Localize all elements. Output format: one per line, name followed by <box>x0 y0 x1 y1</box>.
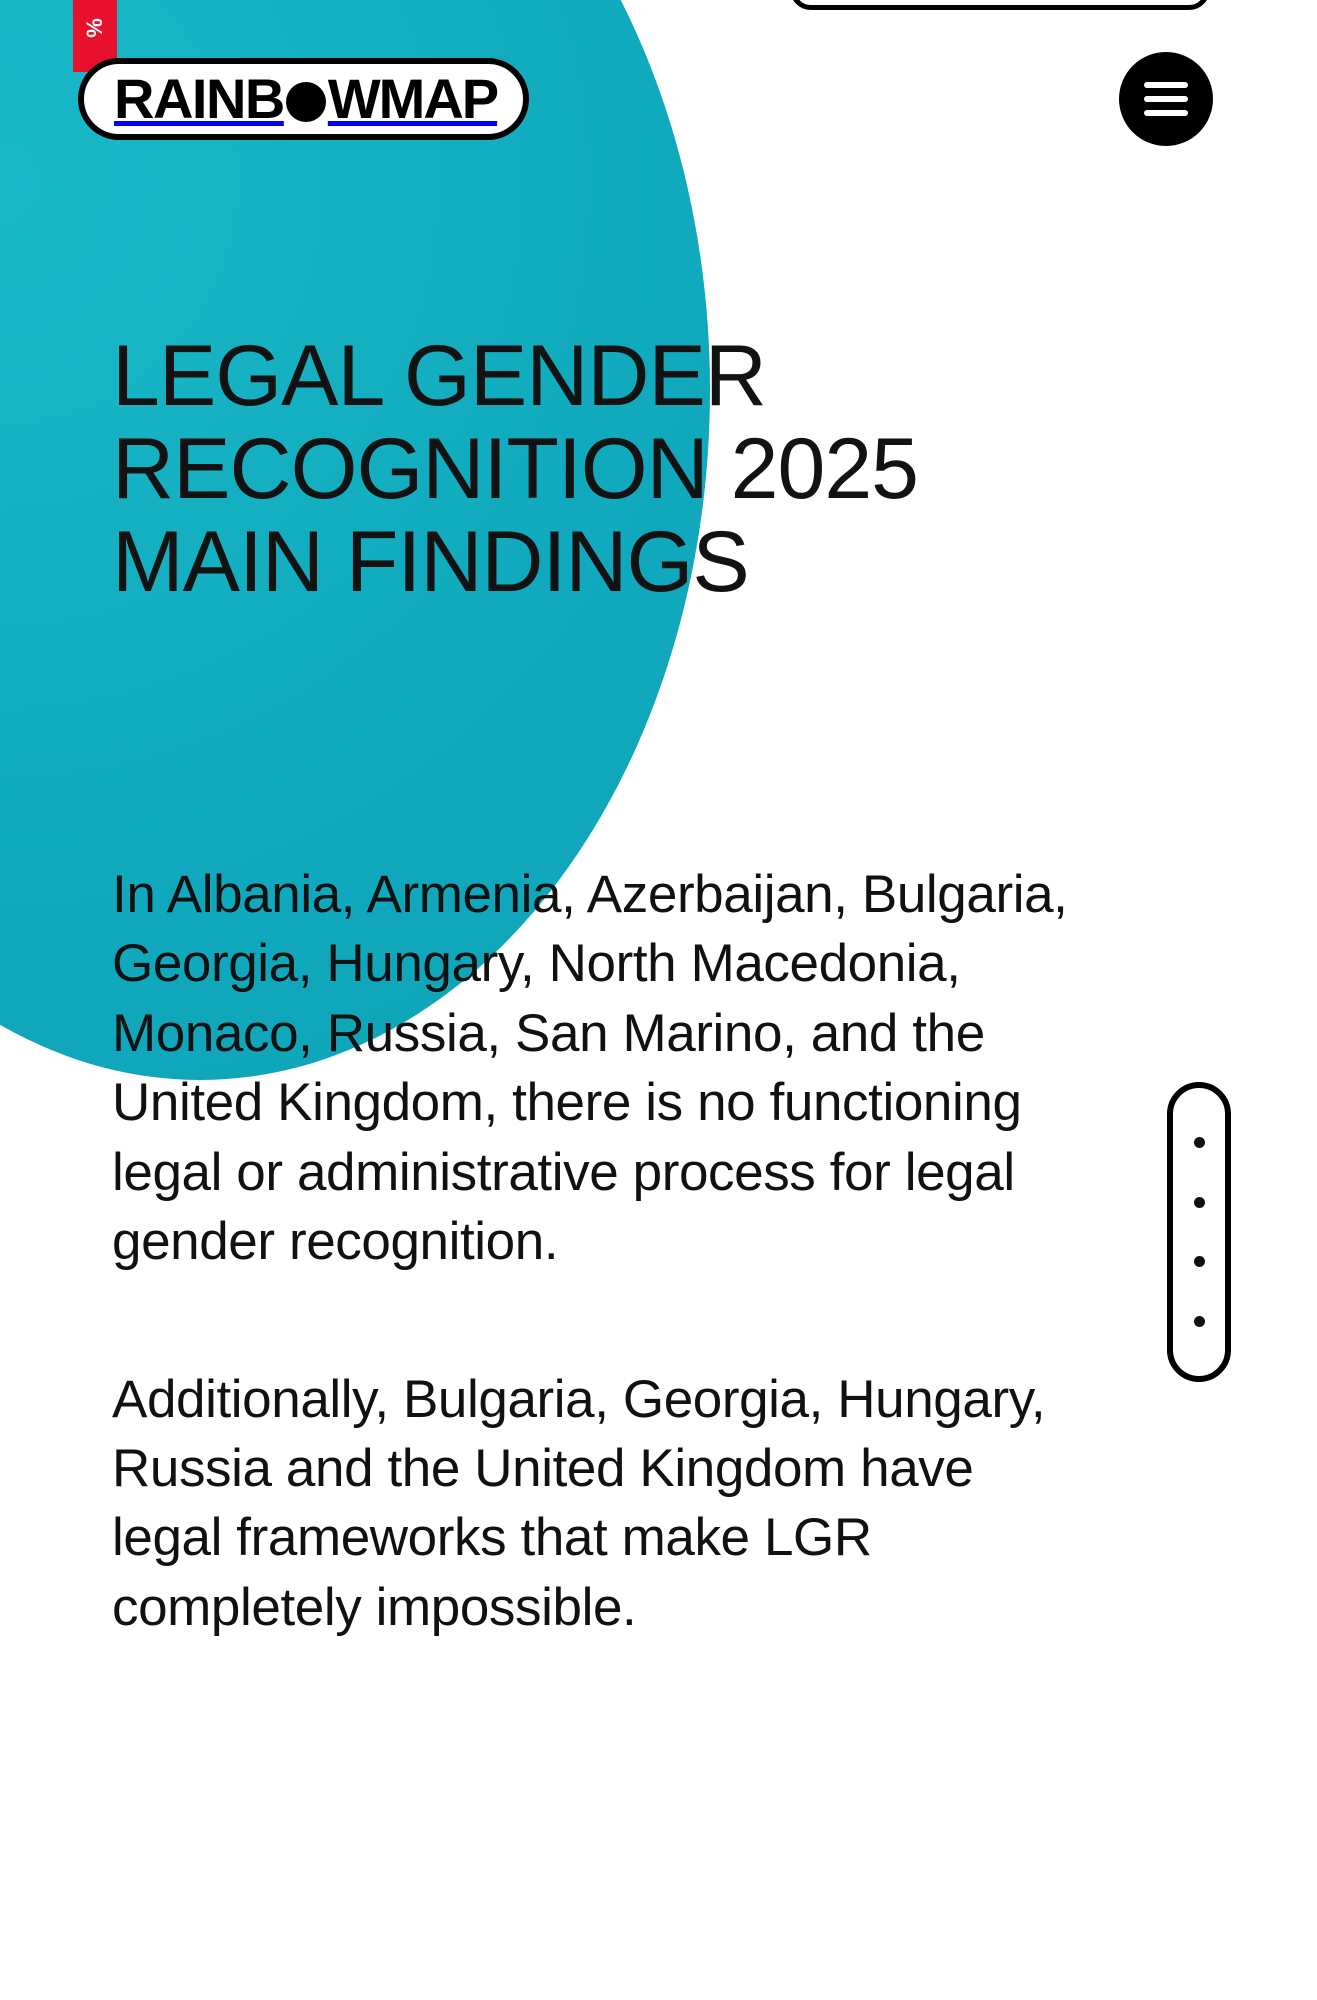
logo-rainbow-map[interactable] <box>78 58 529 140</box>
paragraph-2: Additionally, Bulgaria, Georgia, Hungary, Russia and the United Kingdom have legal frameworks that make LGR completely impossible. <box>112 1369 1046 1637</box>
paragraph-1: In Albania, Armenia, Azerbaijan, Bulgaria, Georgia, Hungary, North Macedonia, Monaco, Russia, San Marino, and the United Kingdom, there is no functioning legal or administrative process for legal gender recognition. <box>112 865 1068 1272</box>
circle-dot-icon <box>286 82 326 122</box>
hamburger-bar-3 <box>1144 110 1188 116</box>
hamburger-menu-icon[interactable] <box>1119 52 1213 146</box>
top-partial-pill <box>790 0 1210 10</box>
pager-dot-4[interactable] <box>1194 1316 1205 1327</box>
slide-pager[interactable] <box>1167 1082 1231 1382</box>
hamburger-bar-1 <box>1144 82 1188 88</box>
logo-text-first: RAINB <box>114 67 284 130</box>
logo-text-second: WMAP <box>327 67 498 130</box>
main-body-copy <box>112 860 1097 1642</box>
pager-dot-1[interactable] <box>1194 1137 1205 1148</box>
hamburger-bar-2 <box>1144 96 1188 102</box>
pager-dot-2[interactable] <box>1194 1197 1205 1208</box>
percent-icon: % <box>82 18 107 38</box>
pager-dot-3[interactable] <box>1194 1256 1205 1267</box>
page-title: LEGAL GENDER RECOGNITION 2025 MAIN FINDINGS <box>112 328 918 610</box>
